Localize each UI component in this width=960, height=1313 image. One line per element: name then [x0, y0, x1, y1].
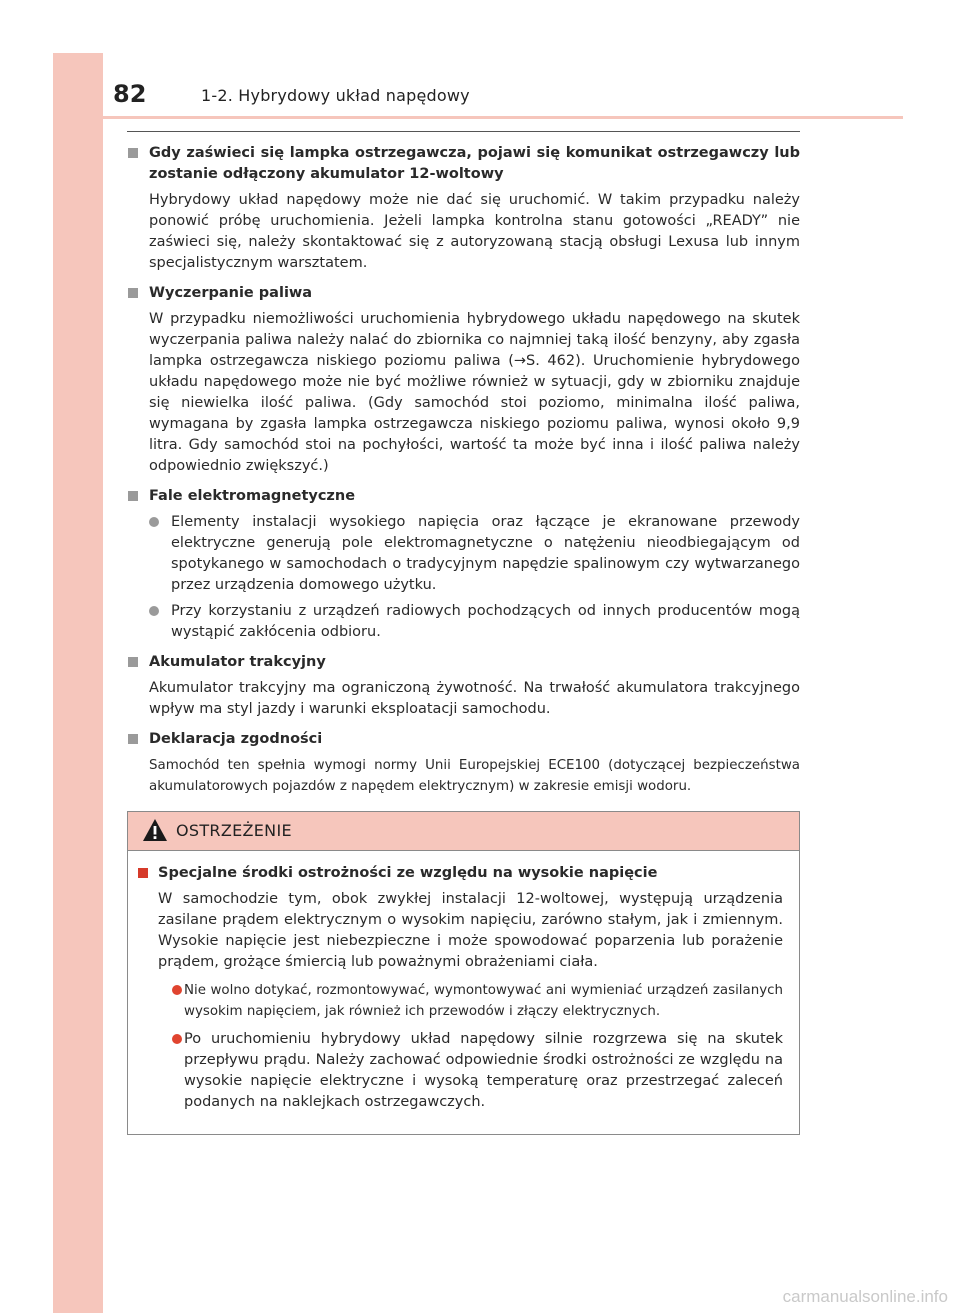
warning-body [128, 851, 799, 1113]
list-item-text: Przy korzystaniu z urządzeń radiowych pochodzących od innych producentów mogą wystąpić zakłócenia odbioru. [171, 603, 800, 640]
header-inner-panel [103, 53, 903, 116]
header-divider [127, 131, 800, 132]
list-item-text: Elementy instalacji wysokiego napięcia oraz łączące je ekranowane przewody elektryczne generują pole elektromagnetyczne o natężeniu nieodbiegającym od spotykanego w samochodach o tradycyjnym napędzie spalinowym czy wytwarzanego przez urządzenia domowego użytku. [171, 514, 800, 593]
warning-title: OSTRZEŻENIE [176, 821, 292, 840]
square-bullet-icon [128, 148, 138, 158]
page-number: 82 [113, 80, 147, 108]
list-item-text: Nie wolno dotykać, rozmontowywać, wymontowywać ani wymieniać urządzeń zasilanych wysokim napięciem, jak również ich przewodów i złączy elektrycznych. [184, 983, 783, 1019]
section-electromagnetic [127, 486, 800, 643]
running-head: 1-2. Hybrydowy układ napędowy [201, 86, 470, 105]
section-declaration [127, 729, 800, 797]
circle-bullet-icon [149, 517, 159, 527]
warning-title-bar [128, 812, 799, 851]
section-heading: Gdy zaświeci się lampka ostrzegawcza, pojawi się komunikat ostrzegawczy lub zostanie odłączony akumulator 12-woltowy [149, 145, 800, 182]
list-item-text: Po uruchomieniu hybrydowy układ napędowy silnie rozgrzewa się na skutek przepływu prądu. Należy zachować odpowiednie środki ostrożności ze względu na wysokie napięcie elektryczne i wysoką temperaturę oraz przestrzegać zaleceń podanych na naklejkach ostrzegawczych. [184, 1031, 783, 1110]
section-heading: Wyczerpanie paliwa [149, 285, 313, 301]
circle-bullet-icon [149, 606, 159, 616]
main-content [127, 143, 800, 806]
circle-bullet-icon [172, 985, 182, 995]
section-body: W przypadku niemożliwości uruchomienia hybrydowego układu napędowego na skutek wyczerpania paliwa należy nalać do zbiornika co najmniej taką ilość benzyny, aby zgasła lampka ostrzegawcza niskiego poziomu paliwa (→S. 462). Uruchomienie hybrydowego układu napędowego może nie być możliwe również w sytuacji, gdy w zbiorniku znajduje się niewielka ilość paliwa. (Gdy samochód stoi poziomo, minimalna ilość paliwa, wymagana by zgasła lampka ostrzegawcza niskiego poziomu paliwa, wynosi około 9,9 litra. Gdy samochód stoi na pochyłości, wartość ta może być inna i ilość paliwa należy odpowiednio zwiększyć.) [149, 311, 800, 474]
section-heading: Fale elektromagnetyczne [149, 488, 356, 504]
section-fuel [127, 283, 800, 477]
list-item [172, 980, 783, 1022]
warning-text: W samochodzie tym, obok zwykłej instalacji 12-woltowej, występują urządzenia zasilane prądem elektrycznym o wysokim napięciu, zarówno stałym, jak i zmiennym. Wysokie napięcie jest niebezpieczne i może spowodować poparzenia lub porażenie prądem, grożące śmiercią lub poważnymi obrażeniami ciała. [158, 891, 783, 970]
list-item [149, 601, 800, 643]
section-traction-battery [127, 652, 800, 720]
section-heading: Deklaracja zgodności [149, 731, 323, 747]
square-bullet-icon [128, 734, 138, 744]
square-bullet-icon [128, 491, 138, 501]
warning-section [138, 863, 783, 973]
circle-bullet-icon [172, 1034, 182, 1044]
section-heading: Akumulator trakcyjny [149, 654, 326, 670]
list-item [149, 512, 800, 596]
warning-heading: Specjalne środki ostrożności ze względu na wysokie napięcie [158, 865, 658, 881]
section-warning-light [127, 143, 800, 274]
square-bullet-icon [138, 868, 148, 878]
square-bullet-icon [128, 657, 138, 667]
footer-watermark: carmanualsonline.info [782, 1287, 948, 1306]
section-body: Akumulator trakcyjny ma ograniczoną żywotność. Na trwałość akumulatora trakcyjnego wpływ ma styl jazdy i warunki eksploatacji samochodu. [149, 680, 800, 717]
warning-triangle-icon [142, 818, 168, 842]
warning-box [127, 811, 800, 1135]
square-bullet-icon [128, 288, 138, 298]
section-body: Hybrydowy układ napędowy może nie dać się uruchomić. W takim przypadku należy ponowić próbę uruchomienia. Jeżeli lampka kontrolna stanu gotowości „READY” nie zaświeci się, należy skontaktować się z autoryzowaną stacją obsługi Lexusa lub innym specjalistycznym warsztatem. [149, 192, 800, 271]
list-item [172, 1029, 783, 1113]
side-color-band [53, 53, 103, 1313]
section-body: Samochód ten spełnia wymogi normy Unii Europejskiej ECE100 (dotyczącej bezpieczeństwa akumulatorowych pojazdów z napędem elektrycznym) w zakresie emisji wodoru. [149, 758, 800, 794]
